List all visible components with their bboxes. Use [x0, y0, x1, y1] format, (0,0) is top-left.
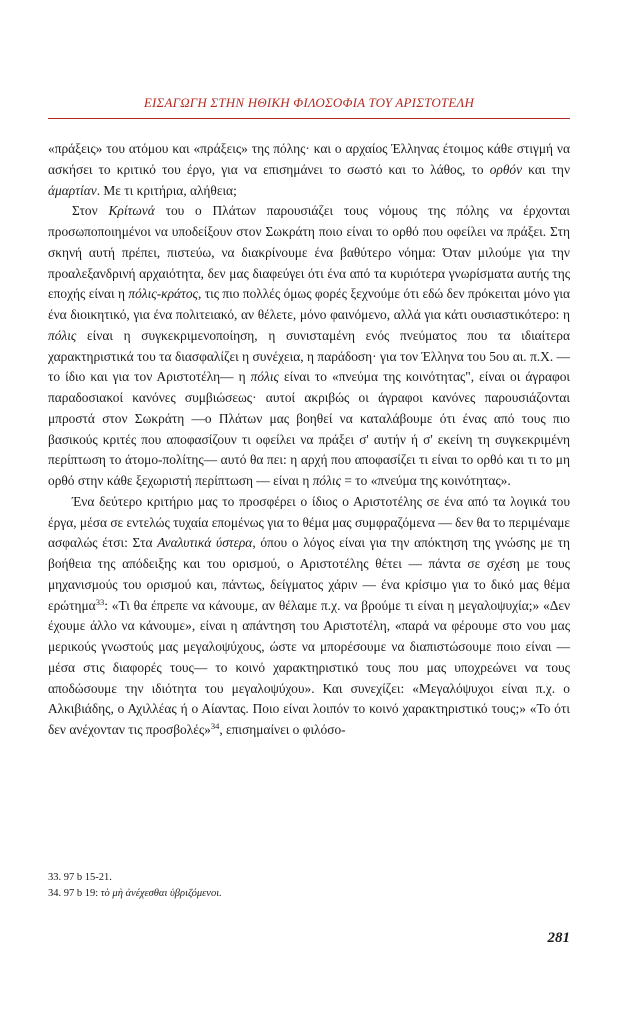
footnote-ref-34[interactable]: 34: [210, 721, 220, 731]
text-run: του ο Πλάτων παρουσιάζει τους νόμους της πόλης να έρχονται προσωποποιημένοι να υποδείξουν στον Σωκράτη ποιο είναι το ορθό που οφείλει να πράξει. Στη σκηνή αυτή πρέπει, πιστεύω, να διακρίνουμε ένα βαθύτερο νόημα: Όταν μιλούμε για την προαλεξανδρινή αρχαιότητα, δεν μας διαφεύγει ότι ένα από τα κυριότερα γνωρίσματα αυτής της εποχής είναι η: [48, 203, 571, 302]
running-header: ΕΙΣΑΓΩΓΗ ΣΤΗΝ ΗΘΙΚΗ ΦΙΛΟΣΟΦΙΑ ΤΟΥ ΑΡΙΣΤΟΤΕΛΗ: [143, 95, 475, 110]
text-run: , επισημαίνει ο φιλόσο-: [219, 722, 346, 737]
italic-term: πόλις: [250, 369, 279, 385]
text-run: και την: [522, 161, 570, 177]
text-run: , όπου ο λόγος είναι για την απόκτηση της γνώσης με τη βοήθεια της απόδειξης και του ορισμού, ο Αριστοτέλης θέτει — πάντα σε σχέση με τους μηχανισμούς του ορισμού και, πάντως, δείγματος χάριν — ένα κρίσιμο για το δικό μας θέμα ερώτημα: [48, 535, 570, 613]
paragraph-1: [48, 139, 570, 201]
paragraph-2: [48, 201, 570, 492]
text-run: είναι το «πνεύμα της κοινότητας", είναι οι άγραφοι παραδοσιακοί κανόνες συμβιώσεως· αυτοί ακριβώς οι άγραφοι κανόνες παρουσιάζονται μπροστά στον Σωκράτη —ο Πλάτων μας βοηθεί να καταλάβουμε ότι ένας από τους πιο βασικούς κριτές που αποφασίζουν τι οφείλει να πράξει σ' αυτήν ή σ' εκείνη τη συγκεκριμένη περίπτωση το άτομο-πολίτης— αυτό θα πει: η αρχή που αποφασίζει τι είναι το ορθό και τι το μη ορθό στην κάθε ξεχωριστή περίπτωση — είναι η: [48, 369, 571, 488]
footnote-ref-33[interactable]: 33: [95, 596, 105, 607]
italic-term: πόλις: [312, 473, 342, 488]
text-run: «πράξεις» του ατόμου και «πράξεις» της πόλης· και ο αρχαίος Έλληνας έτοιμος κάθε στιγμή να ασκήσει το κριτικό του έργο, για να επισημάνει το σωστό και το λάθος, το: [48, 141, 570, 177]
text-run: Ένα δεύτερο κριτήριο μας το προσφέρει ο ίδιος ο Αριστοτέλης σε ένα από τα λογικά του έργα, μέσα σε εντελώς τυχαία επομένως για το θέμα μας συμφραζόμενα — δεν θα το περιμέναμε ασφαλώς έτσι: Στα: [48, 493, 570, 551]
text-run: είναι η συγκεκριμενοποίηση, η συνισταμένη ενός πνεύματος που τα ιδιαίτερα χαρακτηριστικά του τα διασφαλίζει η συνέχεια, η παράδοση· για τον Έλληνα του 5ου αι. π.Χ. —το ίδιο και για τον Αριστοτέλη— η: [48, 327, 570, 385]
paragraph-3: [48, 492, 570, 741]
footnote-34-quote: τὸ μὴ ἀνέχεσθαι ὑβριζόμενοι.: [100, 888, 222, 899]
text-run: = το «πνεύμα της κοινότητας».: [341, 473, 511, 488]
italic-term: Αναλυτικά ύστερα: [157, 535, 253, 551]
page-number: 281: [547, 930, 570, 946]
italic-term: πόλις-κράτος: [128, 286, 198, 302]
body-text: [48, 139, 570, 741]
italic-term: Κρίτωνά: [108, 203, 155, 219]
italic-term: άμαρτίαν: [48, 182, 97, 198]
text-run: Στον: [72, 203, 109, 219]
text-run: . Με τι κριτήρια, αλήθεια;: [96, 182, 237, 198]
footnote-34: [48, 886, 570, 902]
text-run: : «Τι θα έπρεπε να κάνουμε, αν θέλαμε π.χ. να βρούμε τι είναι η μεγαλοψυχία;» «Δεν έχουμε άλλο να κάνουμε», είναι η απάντηση του Αριστοτέλη, «παρά να φέρουμε στο νου μας μερικούς γνωστούς μας μεγαλοψύχους, ώστε να μπορέσουμε να διαπιστώσουμε ποιο είναι —μέσα στις διαφορές τους— το κοινό χαρακτηριστικό τους που μας υποχρεώνει να τους αποδώσουμε την ιδιότητα του μεγαλοψύχου». Και συνεχίζει: «Μεγαλόψυχοι είναι π.χ. ο Αλκιβιάδης, ο Αχιλλέας ή ο Αίαντας. Ποιο είναι λοιπόν το κοινό χαρακτηριστικό τους;» «Το ότι δεν ανέχονταν τις προσβολές»: [48, 597, 570, 737]
italic-term: πόλις: [48, 327, 77, 343]
header-rule: [48, 118, 570, 119]
footnotes: [48, 870, 570, 902]
footnote-34-ref: 34. 97 b 19:: [48, 888, 101, 899]
text-run: , τις πιο πολλές όμως φορές ξεχνούμε ότι εδώ δεν πρόκειται μόνο για ένα διοικητικό, για ένα πολιτειακό, αν θέλετε, μόνο φαινόμενο, αλλά για κάτι ουσιαστικότερο: η: [48, 286, 570, 322]
footnote-33: 33. 97 b 15-21.: [48, 872, 112, 883]
italic-term: ορθόν: [489, 161, 523, 177]
